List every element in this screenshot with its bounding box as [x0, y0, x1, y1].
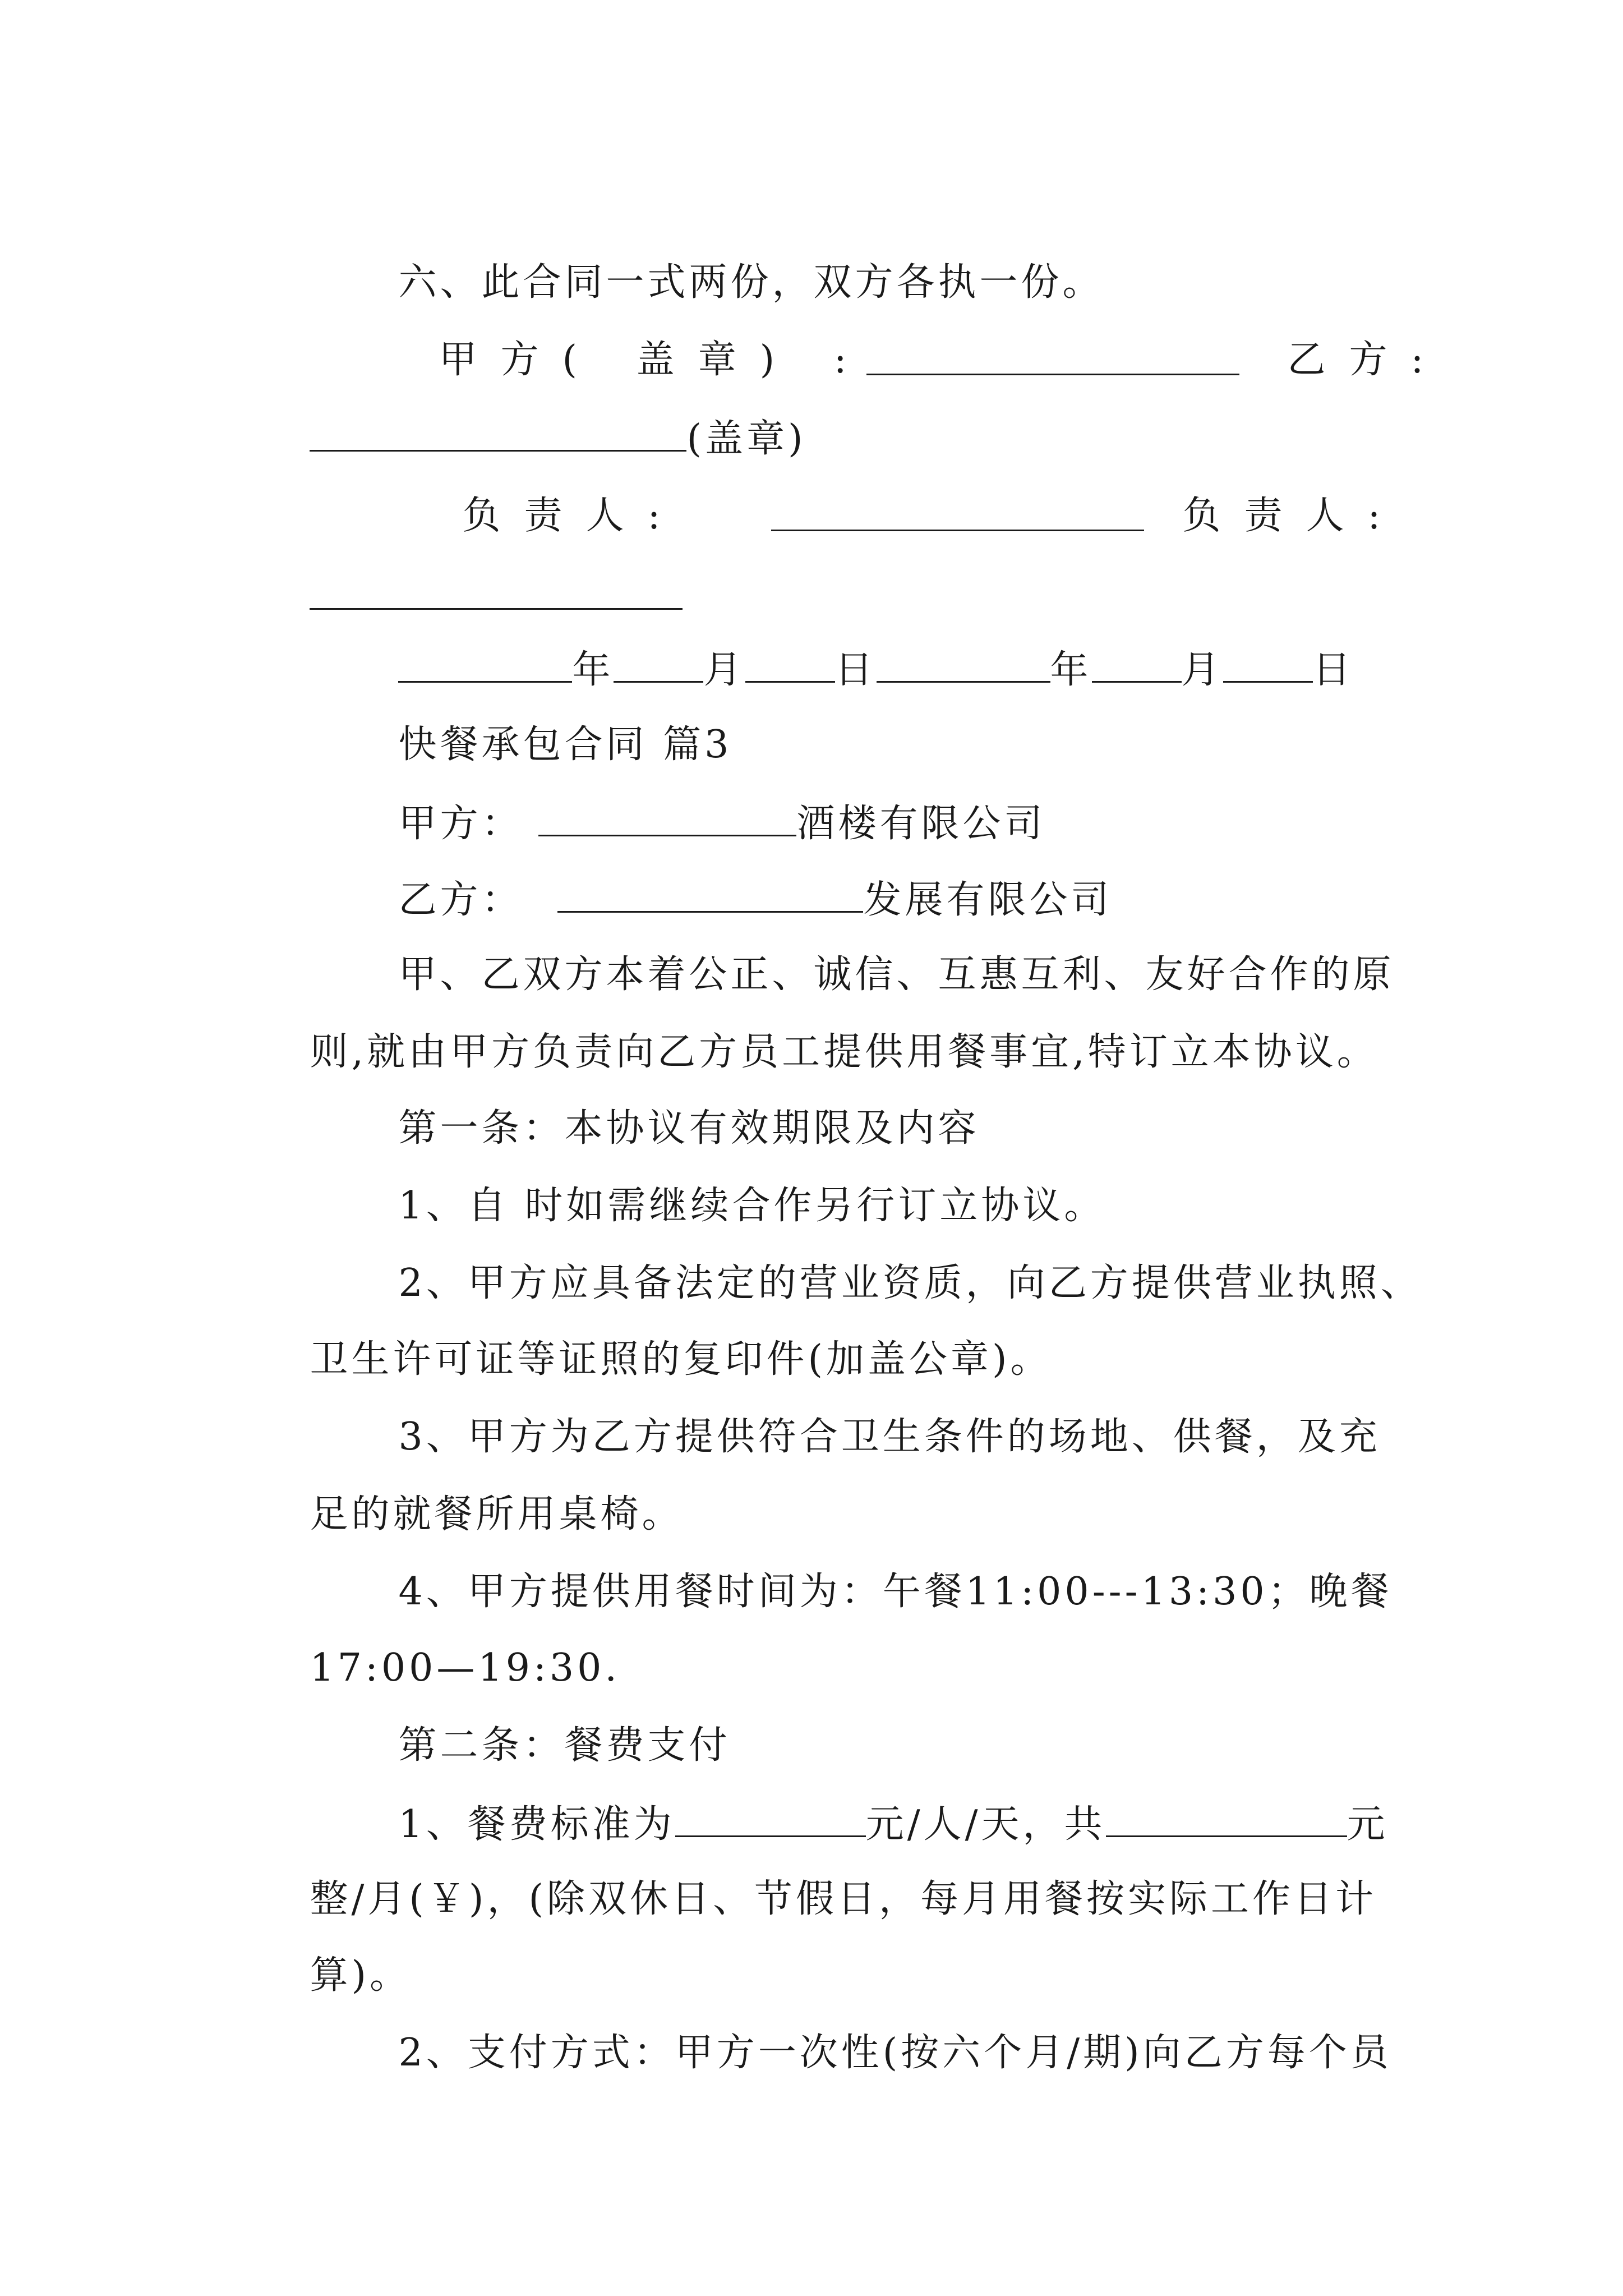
- date-a-month: 月: [703, 648, 745, 692]
- date-b-day: 日: [1312, 648, 1354, 692]
- article-one-item-2-line-1-text: 2、甲方应具备法定的营业资质，向乙方提供营业执照、: [398, 1261, 1422, 1305]
- article-two-title-text: 第二条：餐费支付: [398, 1723, 731, 1768]
- article-two-item-1-line-3-text: 算)。: [310, 1953, 411, 1998]
- date-b-year: 年: [1050, 648, 1092, 692]
- date-b-day-blank: [1223, 648, 1313, 683]
- article-one-item-3-line-2-text: 足的就餐所用桌椅。: [310, 1492, 684, 1536]
- article-one-title-text: 第一条：本协议有效期限及内容: [398, 1106, 980, 1151]
- date-a-day: 日: [834, 648, 877, 692]
- person-a-blank: [771, 497, 1144, 531]
- article-two-item-1-line-2: [248, 1842, 1377, 1957]
- person-a-label: 负责人:: [462, 494, 684, 538]
- meal-fee-total-blank: [1106, 1803, 1347, 1837]
- date-b-year-blank: [877, 648, 1050, 683]
- article-one-item-1-text: 1、自 时如需继续合作另行订立协议。: [398, 1184, 1106, 1228]
- clause-six-text: 六、此合同一式两份，双方各执一份。: [398, 260, 1104, 305]
- person-b-blank: [310, 576, 683, 610]
- article-two-item-1-prefix: 1、餐费标准为: [398, 1802, 675, 1847]
- party-b-label: 乙方:: [1287, 338, 1447, 382]
- party-b-seal-blank: [310, 417, 686, 452]
- article-two-item-1-mid: 元/人/天，共: [865, 1802, 1106, 1847]
- intro-line-1-text: 甲、乙双方本着公正、诚信、互惠互利、友好合作的原: [398, 953, 1395, 997]
- party-a-seal-blank: [866, 341, 1239, 375]
- date-a-day-blank: [745, 648, 835, 683]
- party-b-seal-text: (盖章): [686, 417, 806, 461]
- date-a-month-blank: [614, 648, 703, 683]
- article-one-item-3-line-1-text: 3、甲方为乙方提供符合卫生条件的场地、供餐，及充: [398, 1415, 1381, 1459]
- article-one-item-4-line-2-text: 17:00—19:30.: [310, 1646, 621, 1690]
- article-one-item-4-line-1-text: 4、甲方提供用餐时间为：午餐11:00---13:30；晚餐: [398, 1570, 1393, 1614]
- date-b-month: 月: [1181, 648, 1223, 692]
- party-b-company-blank: [557, 878, 863, 913]
- article-two-item-2-line-1-text: 2、支付方式：甲方一次性(按六个月/期)向乙方每个员: [398, 2031, 1392, 2075]
- party-b-line-suffix: 发展有限公司: [863, 878, 1113, 922]
- party-a-seal-blank-wrap: [805, 303, 1239, 420]
- person-b-label: 负责人:: [1182, 494, 1404, 538]
- intro-line-2-text: 则,就由甲方负责向乙方员工提供用餐事宜,特订立本协议。: [310, 1030, 1378, 1074]
- person-b-label-wrap: [1121, 459, 1404, 573]
- article-one-item-2-line-2-text: 卫生许可证等证照的复印件(加盖公章)。: [310, 1337, 1052, 1382]
- party-a-seal-label: 甲方( 盖章) :: [439, 338, 870, 382]
- party-a-company-blank: [538, 802, 796, 836]
- section-title-text: 快餐承包合同 篇3: [398, 723, 732, 767]
- party-b-line-label: 乙方：: [398, 878, 523, 922]
- party-b-label-wrap: [1225, 303, 1447, 417]
- article-two-item-1-suffix: 元: [1347, 1802, 1389, 1847]
- article-two-item-2-line-1: [336, 1996, 1392, 2110]
- meal-fee-per-person-blank: [675, 1803, 866, 1837]
- article-two-item-1-line-2-text: 整/月(￥)，(除双休日、节假日，每月用餐按实际工作日计: [310, 1877, 1377, 1921]
- person-a-blank-wrap: [709, 459, 1144, 576]
- date-a-year: 年: [572, 648, 614, 692]
- party-a-line-label: 甲方：: [398, 802, 523, 846]
- date-a-year-blank: [398, 648, 572, 683]
- party-a-line-suffix: 酒楼有限公司: [796, 802, 1046, 846]
- date-b-month-blank: [1092, 648, 1182, 683]
